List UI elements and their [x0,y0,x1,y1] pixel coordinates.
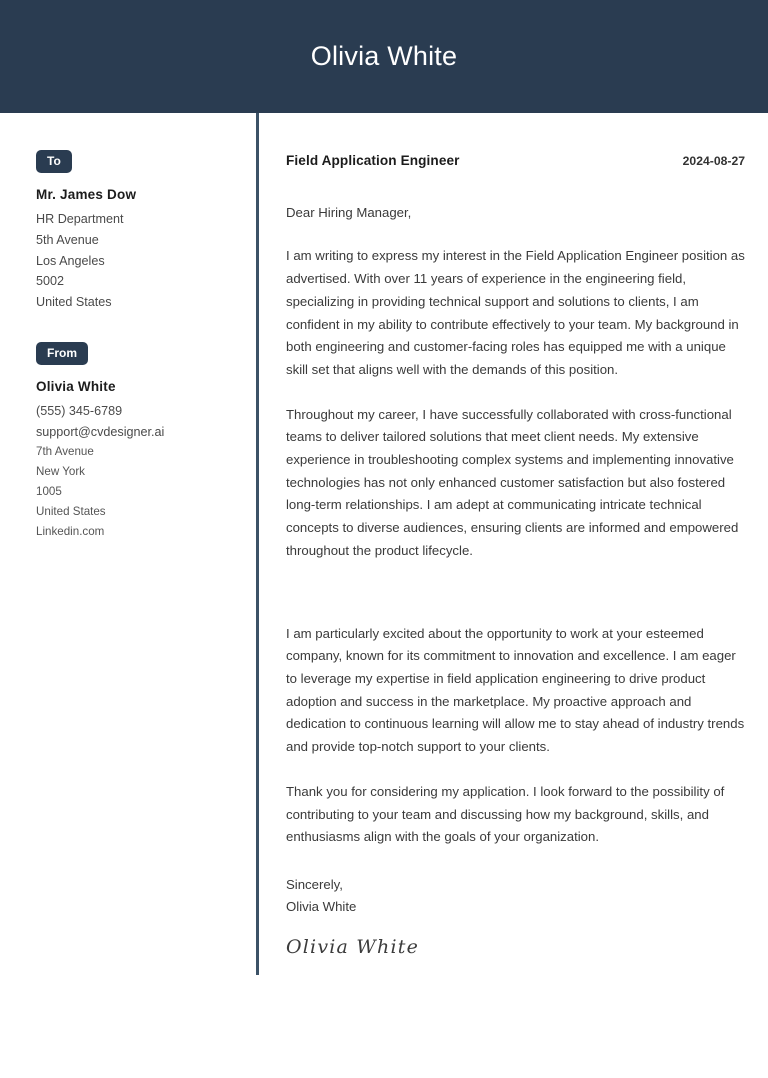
sender-email[interactable]: support@cvdesigner.ai [36,424,165,439]
signature: Olivia White [286,935,420,958]
sender-address-block [36,379,237,542]
salutation: Dear Hiring Manager, [286,205,412,220]
recipient-name: Mr. James Dow [36,187,137,202]
job-title: Field Application Engineer [286,153,460,168]
letter-header-row [286,153,745,168]
recipient-line: HR Department [36,212,124,226]
letter-content [257,113,768,958]
document-body [0,113,768,958]
letter-paragraph: I am writing to express my interest in the Field Application Engineer position as advertised. With over 11 years of experience in the engineering field, specializing in providing technical support and solutions to clients, I am confident in my ability to contribute effectively to your team. My background in both engineering and customer-facing roles has equipped me with a unique skill set that aligns well with the demands of this position. [286,248,745,377]
sidebar [0,113,257,542]
page-title: Olivia White [310,41,458,71]
sender-name: Olivia White [36,378,116,394]
recipient-address-block [36,187,237,313]
to-badge: To [36,150,72,173]
recipient-line: Los Angeles [36,253,105,268]
sender-line: United States [36,505,106,519]
sender-phone: (555) 345-6789 [36,403,123,418]
column-divider [256,113,259,975]
letter-paragraph: I am particularly excited about the opportunity to work at your esteemed company, known for its commitment to innovation and excellence. I am eager to leverage my expertise in field application engineering to drive product adoption and success in the marketplace. My proactive approach and dedication to continuous learning will allow me to stay ahead of industry trends and provide top-notch support to your clients. [286,625,745,755]
sender-group [36,342,237,542]
sender-line: New York [36,465,85,479]
document-header [0,0,768,113]
recipient-group [36,150,237,313]
recipient-line: 5002 [36,274,65,289]
sender-line: 1005 [36,485,62,499]
closing-block [286,875,745,918]
recipient-line: United States [36,295,112,310]
closing-salutation: Sincerely, [286,876,343,892]
recipient-line: 5th Avenue [36,232,99,247]
from-badge: From [36,342,88,365]
sender-line: 7th Avenue [36,445,94,459]
letter-paragraph: Throughout my career, I have successfully collaborated with cross-functional teams to deliver tailored solutions that meet client needs. My extensive experience in troubleshooting complex systems and implementing innovative technologies has not only enhanced customer satisfaction but also fostered long-term relationships. I am adept at communicating intricate technical concepts to diverse audiences, ensuring clients are informed and empowered throughout the product lifecycle. [286,406,739,558]
letter-paragraph: Thank you for considering my application. I look forward to the possibility of contributing to your team and discussing how my background, skills, and enthusiasms align with the goals of your organization. [286,783,725,845]
sender-linkedin[interactable]: Linkedin.com [36,525,105,539]
letter-date: 2024-08-27 [682,154,745,168]
closing-name: Olivia White [286,899,357,915]
